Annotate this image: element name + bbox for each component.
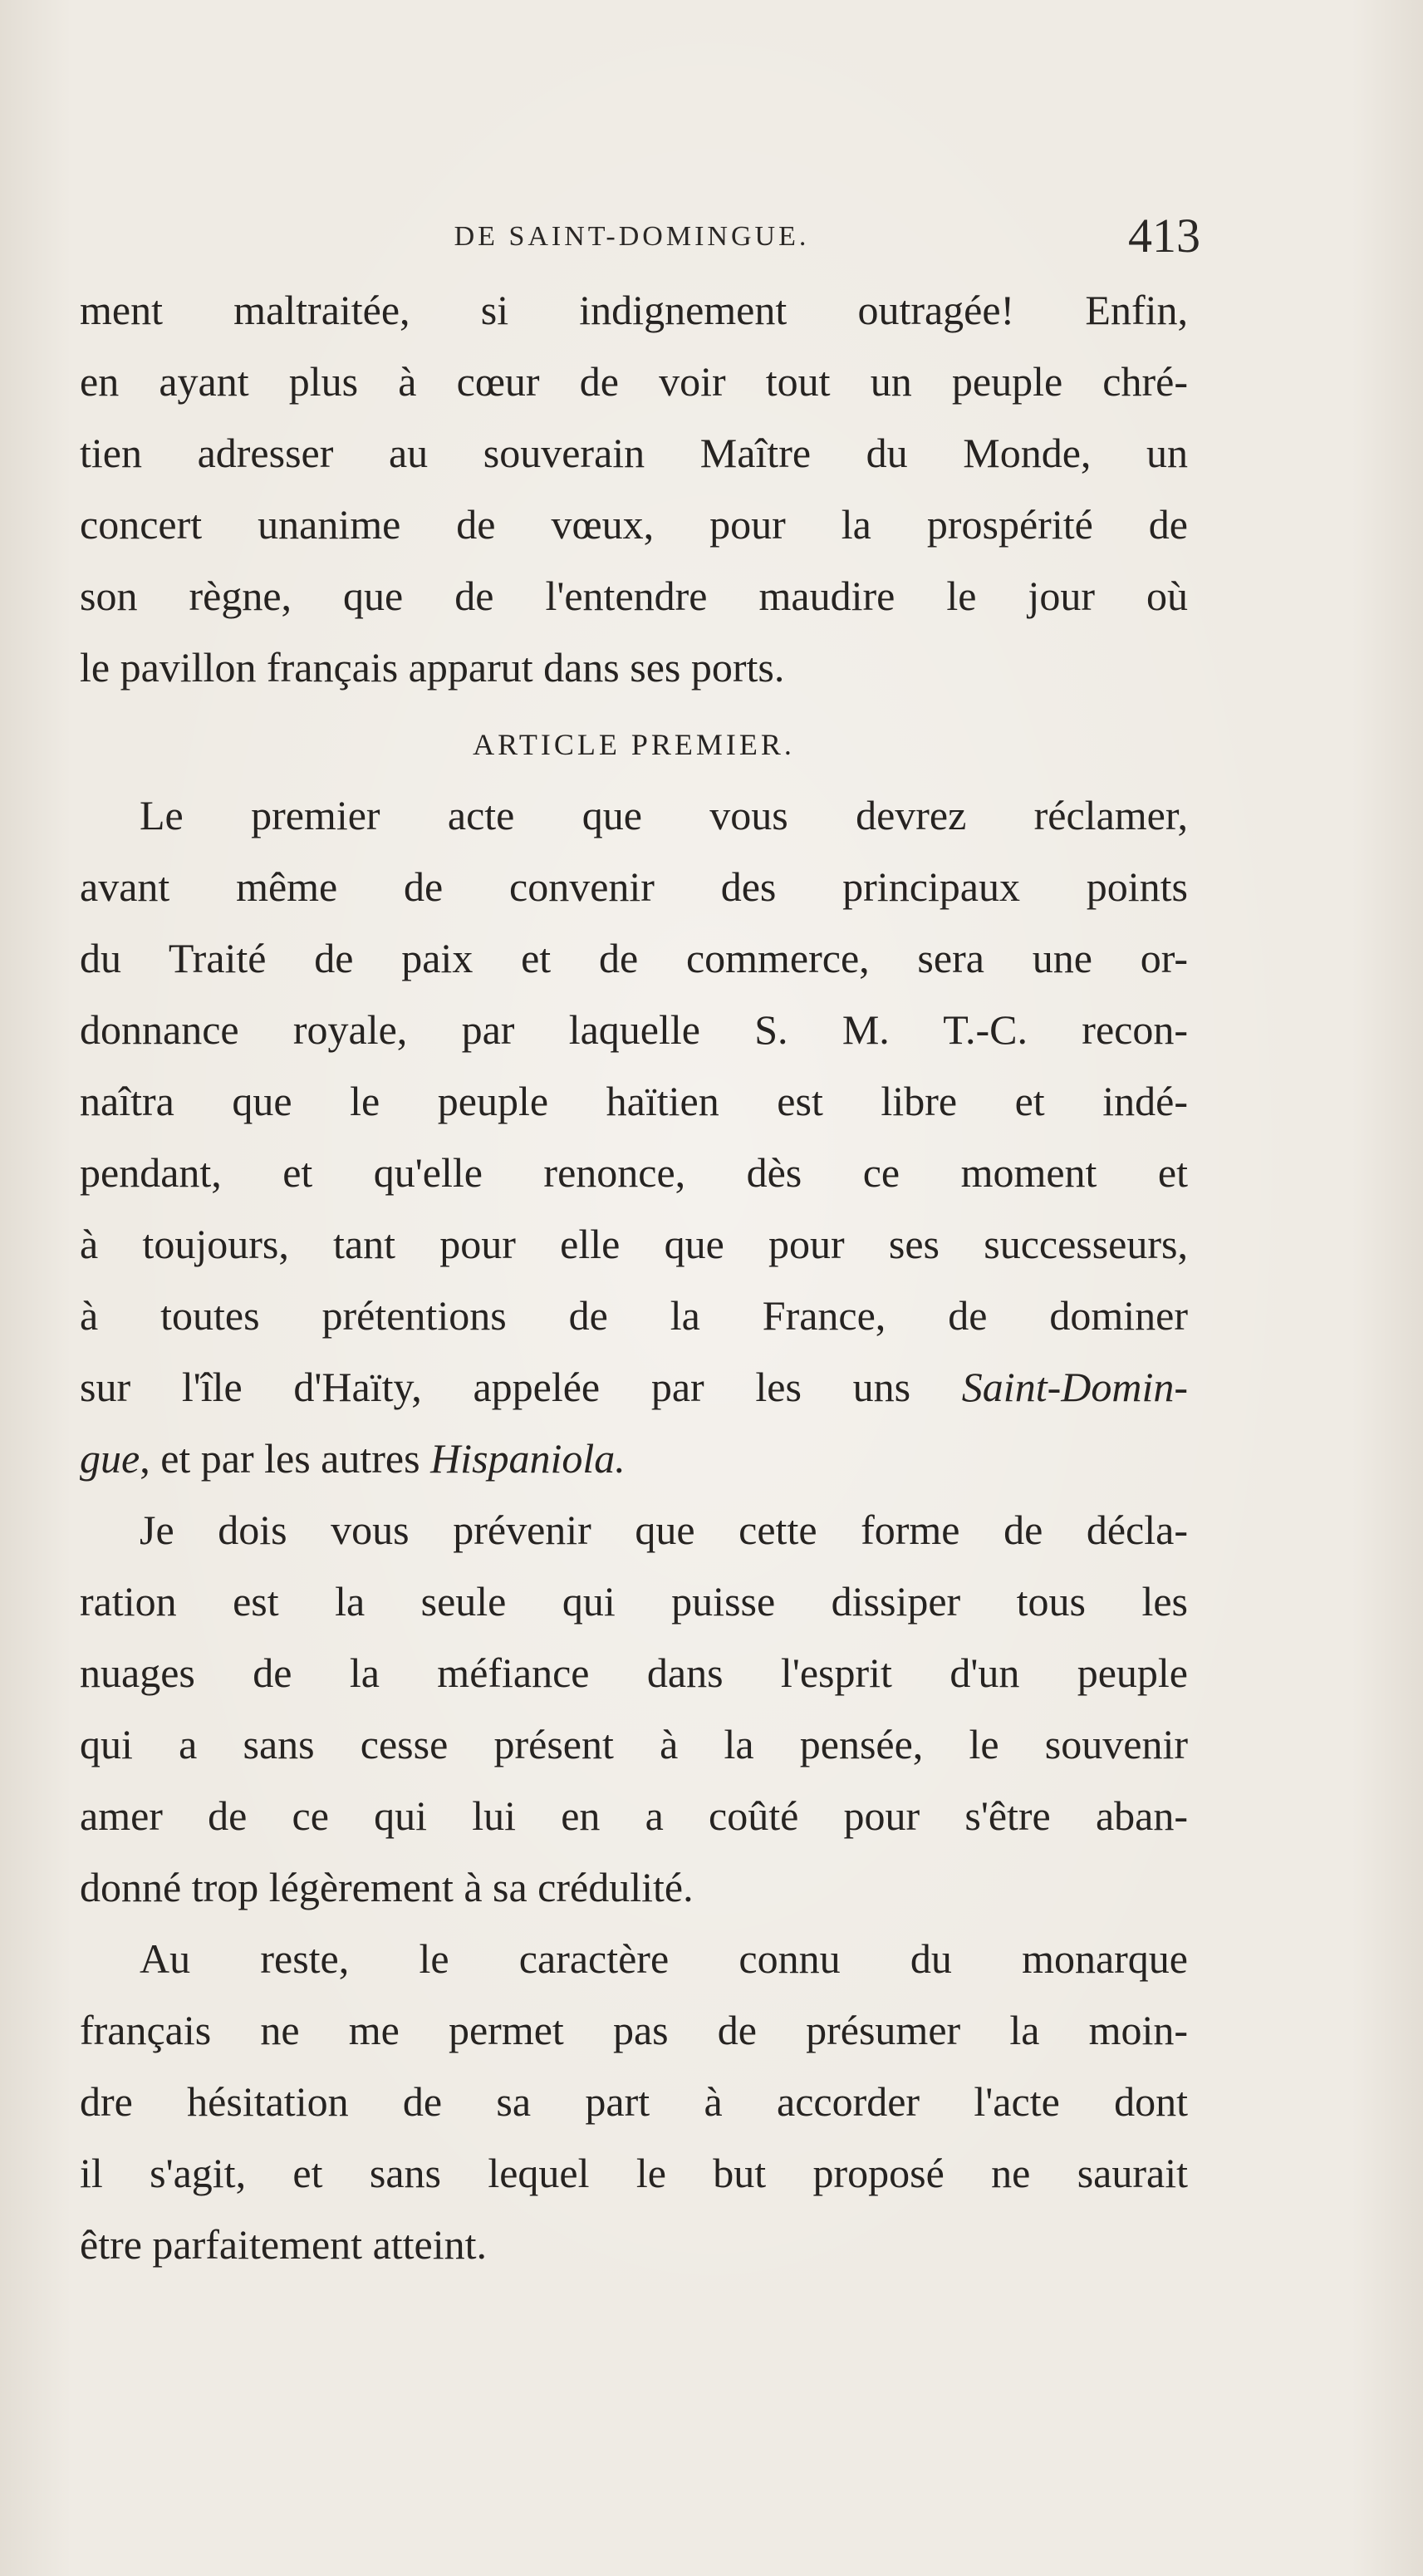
text-line: à toutes prétentions de la France, de dominer (80, 1292, 1188, 1339)
text-line: être parfaitement atteint. (80, 2221, 488, 2268)
text-line: Je dois vous prévenir que cette forme de décla- (140, 1507, 1188, 1553)
page-body (80, 274, 1188, 2280)
italic-text: Saint-Domin- (961, 1364, 1188, 1410)
text-line: à toujours, tant pour elle que pour ses successeurs, (80, 1221, 1188, 1267)
text-line: le pavillon français apparut dans ses ports. (80, 644, 785, 691)
text-line: tien adresser au souverain Maître du Monde, un (80, 430, 1188, 476)
text-line: Le premier acte que vous devrez réclamer, (140, 792, 1188, 838)
section-heading: ARTICLE PREMIER. (473, 728, 795, 761)
text-line (80, 1351, 1188, 1423)
italic-text: Hispaniola. (430, 1435, 626, 1482)
text-line: français ne me permet pas de présumer la moin- (80, 2007, 1188, 2053)
italic-text: gue (80, 1435, 140, 1482)
text-run: , et par les autres (140, 1435, 431, 1482)
text-run: sur l'île d'Haïty, appelée par les uns (80, 1364, 962, 1410)
text-line: dre hésitation de sa part à accorder l'acte dont (80, 2078, 1188, 2125)
text-line: ment maltraitée, si indignement outragée! Enfin, (80, 287, 1188, 333)
text-line: qui a sans cesse présent à la pensée, le souvenir (80, 1721, 1188, 1767)
page-number: 413 (1128, 209, 1200, 263)
text-line: avant même de convenir des principaux points (80, 863, 1188, 910)
text-line: Au reste, le caractère connu du monarque (140, 1935, 1188, 1982)
text-line: pendant, et qu'elle renonce, dès ce moment et (80, 1149, 1188, 1196)
text-line: ration est la seule qui puisse dissiper tous les (80, 1578, 1188, 1625)
text-line (80, 1423, 1188, 1494)
running-header (80, 206, 1200, 264)
text-line: du Traité de paix et de commerce, sera une or- (80, 935, 1188, 981)
text-line: il s'agit, et sans lequel le but proposé ne saurait (80, 2150, 1188, 2196)
text-line: son règne, que de l'entendre maudire le jour où (80, 573, 1188, 619)
running-title: DE SAINT-DOMINGUE. (454, 221, 810, 252)
text-line: donnance royale, par laquelle S. M. T.-C. recon- (80, 1006, 1188, 1053)
text-line: naîtra que le peuple haïtien est libre et indé- (80, 1078, 1188, 1124)
text-line: donné trop légèrement à sa crédulité. (80, 1864, 694, 1910)
text-line: en ayant plus à cœur de voir tout un peuple chré- (80, 358, 1188, 405)
text-line: amer de ce qui lui en a coûté pour s'être aban- (80, 1792, 1188, 1839)
text-line: concert unanime de vœux, pour la prospérité de (80, 501, 1188, 548)
text-line: nuages de la méfiance dans l'esprit d'un peuple (80, 1649, 1188, 1696)
